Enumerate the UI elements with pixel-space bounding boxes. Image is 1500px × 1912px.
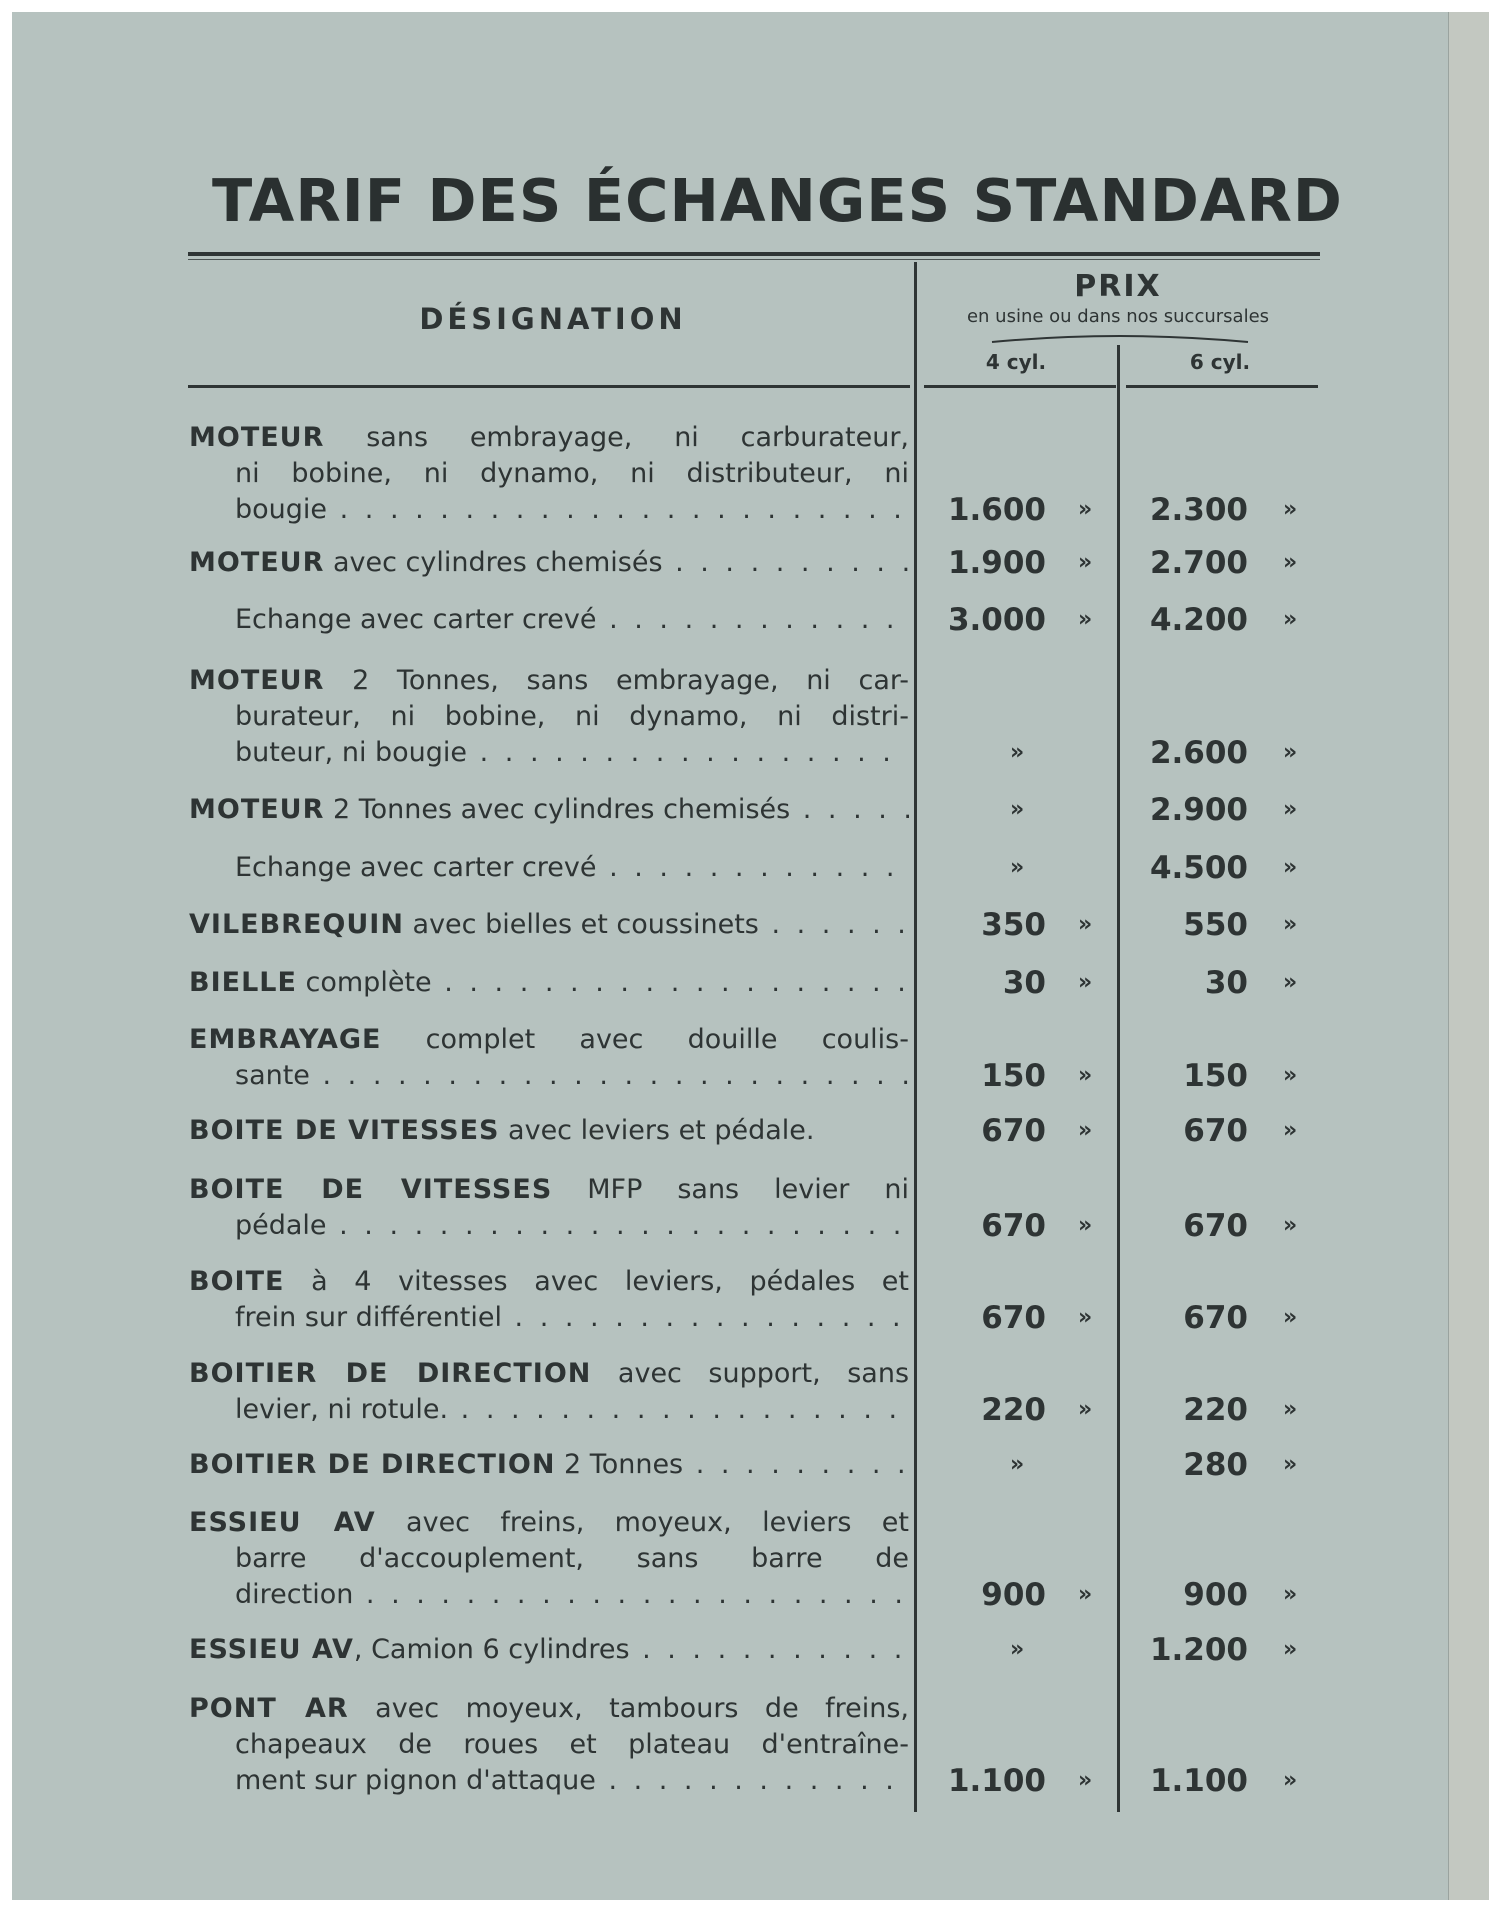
designation-line: ment sur pignon d'attaque . . .	[189, 1763, 909, 1799]
ditto-mark: »	[1078, 912, 1093, 937]
row-designation	[189, 1264, 909, 1336]
row-designation	[189, 1632, 909, 1668]
designation-line: buteur, ni bougie . . .	[189, 735, 909, 771]
ditto-mark: »	[1283, 550, 1298, 575]
price-4cyl: »	[1010, 740, 1025, 765]
ditto-mark: »	[1283, 1063, 1298, 1088]
price-4cyl: »	[1010, 855, 1025, 880]
designation-line: ESSIEU AV avec freins, moyeux, leviers et	[189, 1507, 909, 1538]
price-4cyl: 220	[981, 1392, 1046, 1428]
price-4cyl: 670	[981, 1208, 1046, 1244]
ditto-mark: »	[1078, 1582, 1093, 1607]
designation-line: BOITE à 4 vitesses avec leviers, pédales et	[189, 1266, 909, 1297]
ditto-mark: »	[1283, 497, 1298, 522]
ditto-mark: »	[1283, 1305, 1298, 1330]
price-6cyl: 670	[1183, 1208, 1248, 1244]
ditto-mark: »	[1078, 970, 1093, 995]
row-designation	[189, 1691, 909, 1799]
ditto-mark: »	[1283, 855, 1298, 880]
price-6cyl: 2.700	[1149, 545, 1248, 581]
ditto-mark: »	[1283, 607, 1298, 632]
row-designation	[189, 907, 909, 943]
row-designation	[189, 1447, 909, 1483]
price-6cyl: 1.100	[1149, 1763, 1248, 1799]
designation-line: chapeaux de roues et plateau d'entraîne-	[235, 1729, 909, 1760]
designation-line: bougie . . .	[189, 492, 909, 528]
price-6cyl: 30	[1204, 965, 1248, 1001]
row-designation	[189, 1022, 909, 1094]
ditto-mark: »	[1283, 1768, 1298, 1793]
ditto-mark: »	[1078, 607, 1093, 632]
column-divider-1	[914, 262, 917, 1812]
designation-line: barre d'accouplement, sans barre de	[235, 1543, 909, 1574]
designation-line: BOITE DE VITESSES MFP sans levier ni	[189, 1174, 909, 1205]
ditto-mark: »	[1283, 797, 1298, 822]
ditto-mark: »	[1078, 550, 1093, 575]
designation-line: frein sur différentiel . . .	[189, 1300, 909, 1336]
row-designation	[189, 1356, 909, 1428]
ditto-mark: »	[1283, 1213, 1298, 1238]
price-4cyl: 30	[1002, 965, 1046, 1001]
designation-line: BIELLE complète . . .	[189, 965, 909, 1001]
price-4cyl: 1.100	[947, 1763, 1046, 1799]
page-edge	[1448, 12, 1489, 1900]
header-underline-6cyl	[1126, 385, 1318, 388]
ditto-mark: »	[1283, 912, 1298, 937]
price-4cyl: »	[1010, 797, 1025, 822]
price-6cyl: 4.200	[1149, 602, 1248, 638]
ditto-mark: »	[1283, 1118, 1298, 1143]
ditto-mark: »	[1283, 1452, 1298, 1477]
designation-line: MOTEUR avec cylindres chemisés . . .	[189, 545, 909, 581]
ditto-mark: »	[1078, 1063, 1093, 1088]
designation-line: levier, ni rotule. . . .	[189, 1392, 909, 1428]
price-4cyl: 670	[981, 1113, 1046, 1149]
price-6cyl: 550	[1183, 907, 1248, 943]
price-4cyl: »	[1010, 1452, 1025, 1477]
price-4cyl: 900	[981, 1577, 1046, 1613]
ditto-mark: »	[1283, 1397, 1298, 1422]
price-6cyl: 2.600	[1149, 735, 1248, 771]
designation-line: EMBRAYAGE complet avec douille coulis-	[189, 1024, 909, 1055]
prix-header: PRIX	[1074, 269, 1162, 304]
price-4cyl: 350	[981, 907, 1046, 943]
price-4cyl: 1.600	[947, 492, 1046, 528]
price-6cyl: 150	[1183, 1058, 1248, 1094]
price-6cyl: 4.500	[1149, 850, 1248, 886]
page-title: TARIF DES ÉCHANGES STANDARD	[212, 166, 1343, 235]
header-underline-4cyl	[924, 385, 1116, 388]
designation-line: BOITE DE VITESSES avec leviers et pédale.	[189, 1115, 815, 1146]
designation-line: BOITIER DE DIRECTION 2 Tonnes . . .	[189, 1447, 909, 1483]
designation-line: Echange avec carter crevé . . .	[189, 850, 909, 886]
price-6cyl: 280	[1183, 1447, 1248, 1483]
designation-line: direction . . .	[189, 1577, 909, 1613]
row-designation	[189, 850, 909, 886]
col-6cyl-header: 6 cyl.	[1189, 350, 1251, 374]
header-brace	[990, 330, 1250, 344]
price-6cyl: 900	[1183, 1577, 1248, 1613]
title-rule-thin	[188, 259, 1320, 260]
ditto-mark: »	[1283, 740, 1298, 765]
designation-line: PONT AR avec moyeux, tambours de freins,	[189, 1693, 909, 1724]
price-6cyl: 220	[1183, 1392, 1248, 1428]
designation-line: ESSIEU AV, Camion 6 cylindres . . .	[189, 1632, 909, 1668]
ditto-mark: »	[1078, 1397, 1093, 1422]
col-4cyl-header: 4 cyl.	[985, 350, 1047, 374]
price-4cyl: 1.900	[947, 545, 1046, 581]
designation-line: Echange avec carter crevé . . .	[189, 602, 909, 638]
row-designation	[189, 663, 909, 771]
row-designation	[189, 1113, 909, 1149]
ditto-mark: »	[1283, 1637, 1298, 1662]
designation-line: MOTEUR 2 Tonnes avec cylindres chemisés . . .	[189, 792, 909, 828]
designation-line: burateur, ni bobine, ni dynamo, ni distri-	[235, 701, 909, 732]
ditto-mark: »	[1078, 1305, 1093, 1330]
designation-line: VILEBREQUIN avec bielles et coussinets . . .	[189, 907, 909, 943]
price-6cyl: 2.300	[1149, 492, 1248, 528]
designation-header: DÉSIGNATION	[419, 302, 687, 336]
header-underline-designation	[188, 385, 910, 388]
row-designation	[189, 420, 909, 528]
ditto-mark: »	[1078, 1118, 1093, 1143]
row-designation	[189, 545, 909, 581]
price-4cyl: 150	[981, 1058, 1046, 1094]
designation-line: sante . . .	[189, 1058, 909, 1094]
row-designation	[189, 602, 909, 638]
ditto-mark: »	[1283, 1582, 1298, 1607]
price-6cyl: 670	[1183, 1113, 1248, 1149]
row-designation	[189, 965, 909, 1001]
price-4cyl: 3.000	[947, 602, 1046, 638]
price-4cyl: »	[1010, 1637, 1025, 1662]
price-6cyl: 2.900	[1149, 792, 1248, 828]
prix-subheader: en usine ou dans nos succursales	[966, 306, 1270, 327]
ditto-mark: »	[1078, 497, 1093, 522]
designation-line: pédale . . .	[189, 1208, 909, 1244]
ditto-mark: »	[1078, 1213, 1093, 1238]
price-6cyl: 670	[1183, 1300, 1248, 1336]
designation-line: MOTEUR sans embrayage, ni carburateur,	[189, 422, 909, 453]
row-designation	[189, 1172, 909, 1244]
designation-line: ni bobine, ni dynamo, ni distributeur, ni	[235, 458, 909, 489]
designation-line: BOITIER DE DIRECTION avec support, sans	[189, 1358, 909, 1389]
ditto-mark: »	[1283, 970, 1298, 995]
price-6cyl: 1.200	[1149, 1632, 1248, 1668]
price-4cyl: 670	[981, 1300, 1046, 1336]
title-rule	[188, 252, 1320, 256]
row-designation	[189, 792, 909, 828]
designation-line: MOTEUR 2 Tonnes, sans embrayage, ni car-	[189, 665, 909, 696]
row-designation	[189, 1505, 909, 1613]
ditto-mark: »	[1078, 1768, 1093, 1793]
